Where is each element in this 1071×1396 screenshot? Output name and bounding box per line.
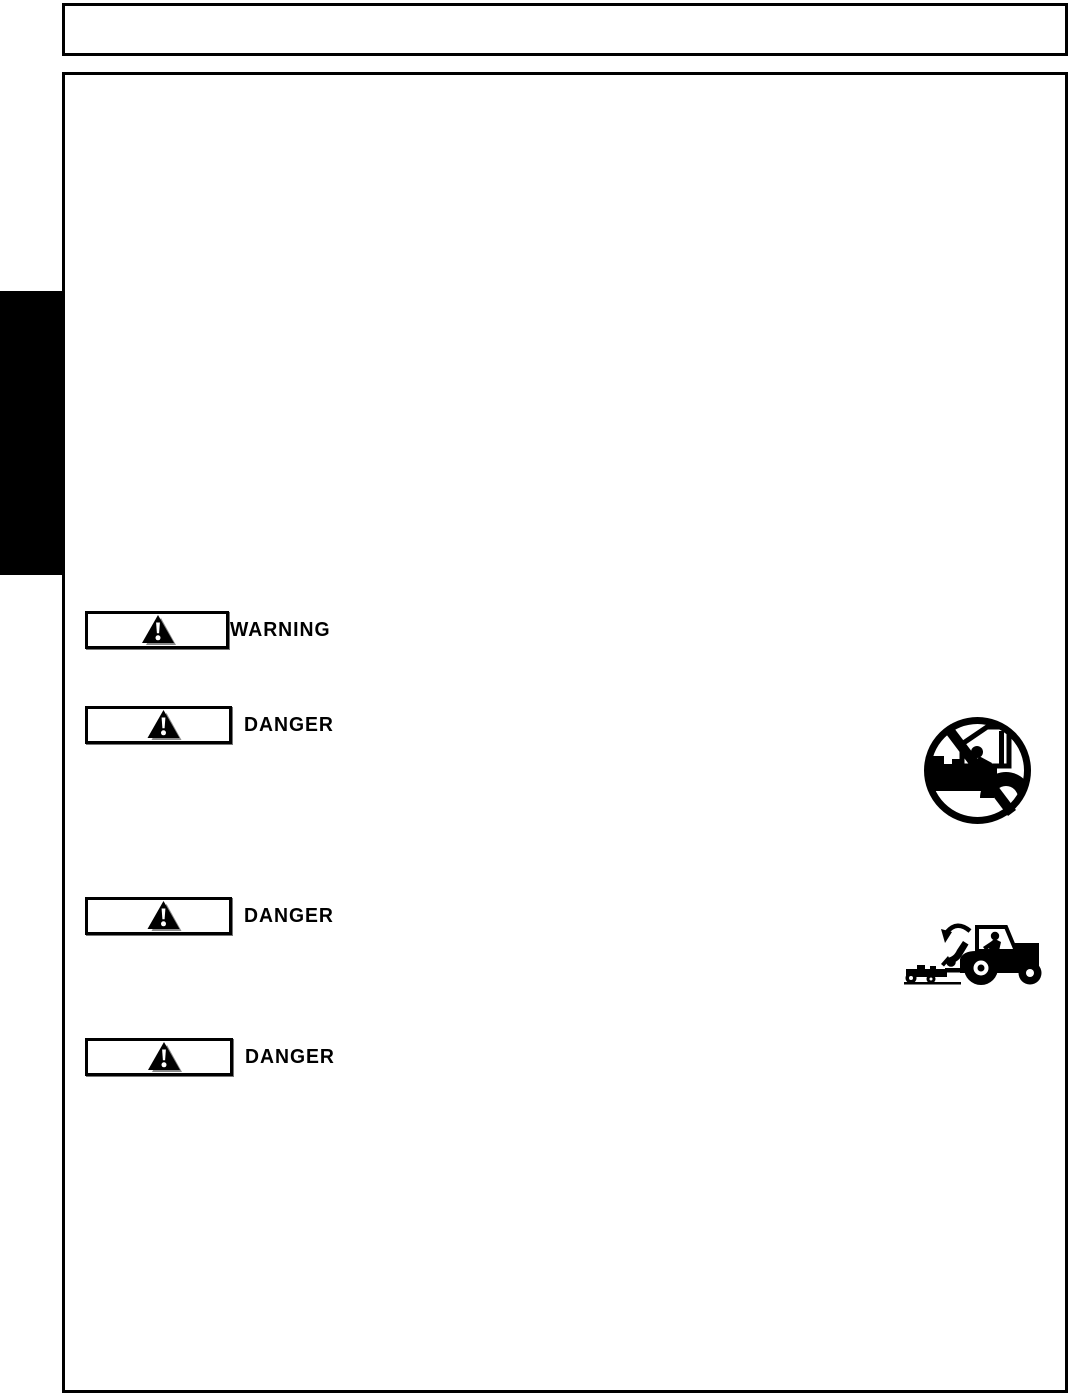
falling-from-tractor-into-mower-icon [902, 921, 1043, 992]
chapter-side-tab [0, 291, 62, 575]
warning-triangle-icon [94, 1041, 236, 1073]
danger-label-text: DANGER [245, 1045, 335, 1068]
danger-label-text: DANGER [244, 904, 334, 927]
falling-arrow [947, 926, 970, 932]
warning-label [85, 611, 331, 649]
no-riders-icon [921, 714, 1034, 827]
warning-label-text: WARNING [230, 618, 331, 641]
warning-triangle-icon [94, 709, 235, 741]
warning-triangle-icon [94, 900, 235, 932]
danger-label-3 [85, 1038, 335, 1076]
danger-label-1 [85, 706, 334, 744]
danger-label-2 [85, 897, 334, 935]
warning-triangle-icon [90, 614, 228, 646]
danger-label-text: DANGER [244, 713, 334, 736]
header-box [62, 3, 1068, 56]
no-riders-prohibition-icon [921, 714, 1034, 827]
falling-hazard-illustration [902, 921, 1043, 992]
